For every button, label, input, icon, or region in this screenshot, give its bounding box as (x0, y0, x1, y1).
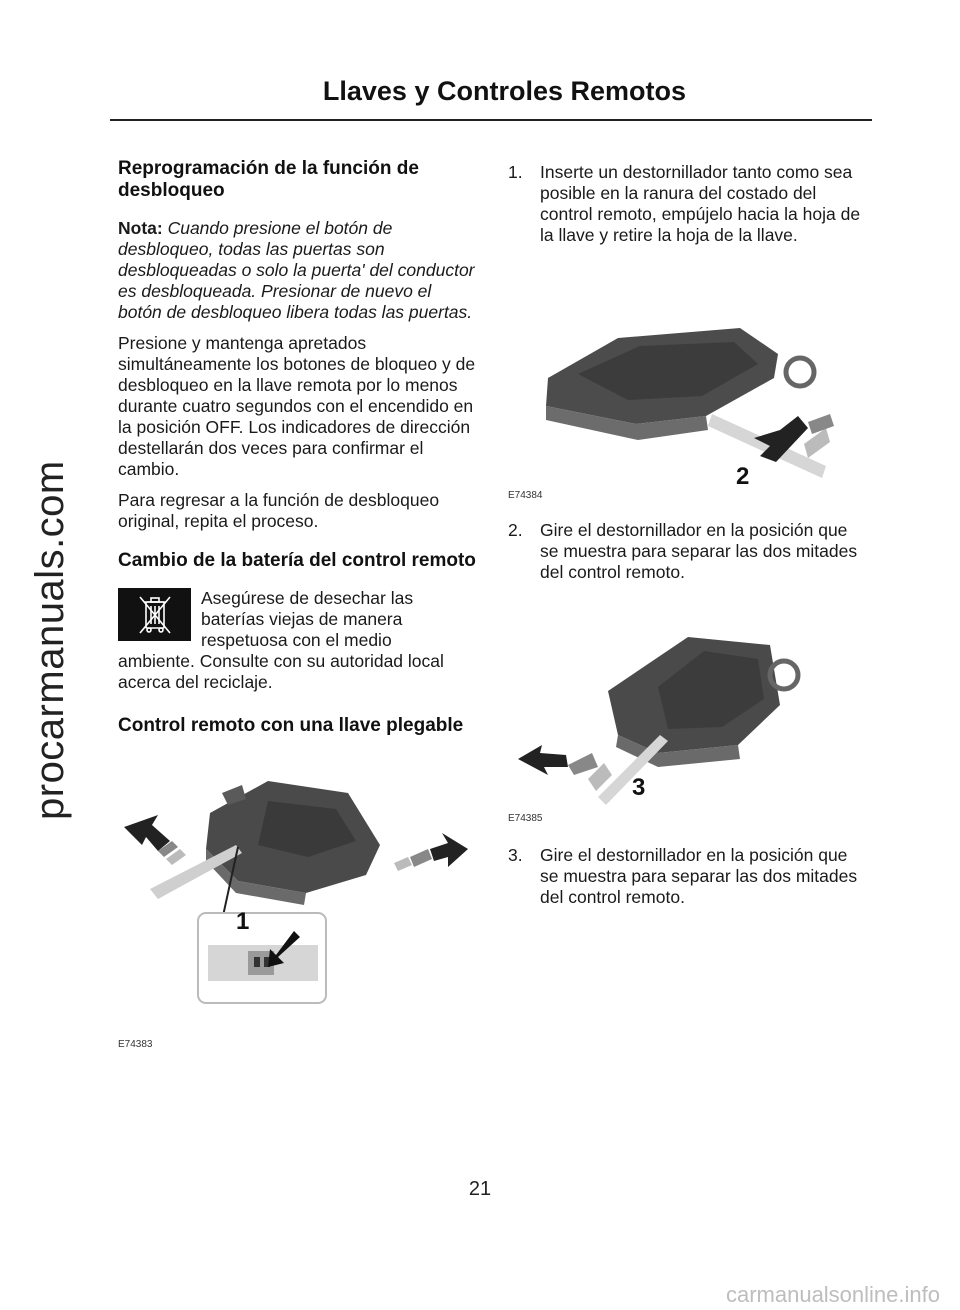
restore-paragraph: Para regresar a la función de desbloqueo original, repita el proceso. (118, 490, 440, 531)
page-number: 21 (468, 1178, 492, 1200)
page-header-title: Llaves y Controles Remotos (322, 76, 686, 106)
remote-screwdriver-illustration-3 (508, 595, 870, 827)
note-label: Nota: (118, 218, 163, 238)
left-column (118, 158, 478, 1051)
recycle-text-part-a: Asegúrese de desechar las baterías viejas de manera respetuosa con el medio (201, 588, 414, 650)
figure-callout-1: 1 (236, 908, 250, 935)
header-rule (110, 119, 872, 121)
recycle-bin-icon (118, 588, 191, 641)
section-heading-folding-key: Control remoto con una llave plegable (118, 715, 464, 736)
step-text: Inserte un destornillador tanto como sea posible en la ranura del costado del control remoto, empújelo hacia la hoja de la llave y retire la hoja de la llave. (540, 162, 861, 245)
step-text: Gire el destornillador en la posición que se muestra para separar las dos mitades del control remoto. (540, 520, 858, 582)
step-1 (508, 162, 870, 246)
figure-separate-halves (508, 595, 870, 827)
step-3 (508, 845, 870, 908)
right-column (508, 162, 870, 920)
step-number: 3. (508, 845, 523, 865)
figure-code-e74385: E74385 (508, 813, 543, 824)
rotate-arrow-icon (518, 745, 568, 775)
figure-code-e74384: E74384 (508, 490, 543, 501)
side-watermark: procarmanuals.com (28, 460, 72, 820)
step-number: 2. (508, 520, 523, 540)
remote-screwdriver-illustration-2 (508, 254, 870, 504)
recycle-text-part-b: ambiente. Consulte con su autoridad local acerca del reciclaje. (118, 651, 444, 692)
folding-key-illustration (118, 753, 478, 1051)
recycle-notice (118, 588, 478, 651)
left-arrow-icon (124, 815, 186, 865)
instruction-paragraph: Presione y mantenga apretados simultáneamente los botones de bloqueo y de desbloqueo en la llave remota por lo menos durante cuatro segundos con el encendido en la posición OFF. Los indicadores de dirección destellarán dos veces para confirmar el cambio. (118, 333, 476, 479)
note-body: Cuando presione el botón de desbloqueo, todas las puertas son desbloqueadas o solo la puerta' del conductor es desbloqueada. Presionar de nuevo el botón de desbloqueo libera todas las puertas. (118, 218, 475, 322)
section-heading-reprogram: Reprogramación de la función de desbloqueo (118, 158, 419, 201)
figure-code-e74383: E74383 (118, 1039, 153, 1050)
figure-insert-screwdriver (508, 254, 870, 504)
section-heading-battery: Cambio de la batería del control remoto (118, 550, 476, 571)
figure-folding-key (118, 753, 478, 1051)
step-number: 1. (508, 162, 523, 182)
step-text: Gire el destornillador en la posición que se muestra para separar las dos mitades del control remoto. (540, 845, 858, 907)
step-2 (508, 520, 870, 583)
figure-callout-3: 3 (632, 774, 646, 801)
bottom-watermark: carmanualsonline.info (725, 1282, 940, 1307)
figure-callout-2: 2 (736, 463, 750, 490)
right-arrow-icon (394, 833, 468, 871)
note-paragraph (118, 218, 478, 323)
